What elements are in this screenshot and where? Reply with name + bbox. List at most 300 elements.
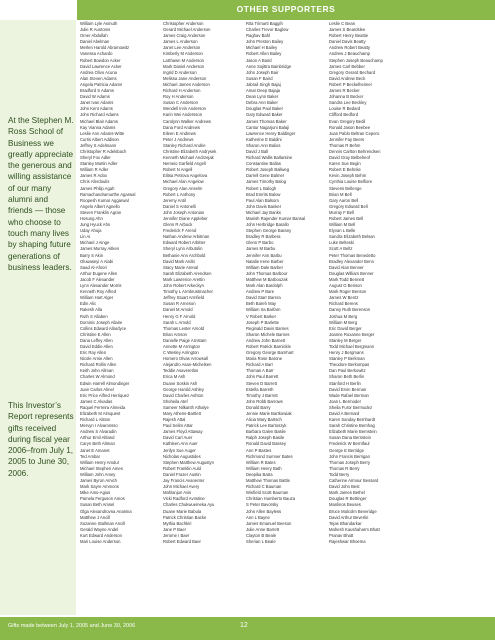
donor-name: Robert L Balogh — [246, 185, 277, 191]
donor-name: Sharon Ann Balios — [246, 142, 281, 148]
donor-name: Alan Steven Adams — [80, 75, 117, 81]
donor-name: Dana Ford Andrews — [163, 124, 201, 130]
donor-name: Beth Bareh May — [246, 301, 277, 307]
donor-name: Bruce Malcolm Beveridge — [329, 508, 377, 514]
donor-name: Vicki Radford Avnstine — [163, 496, 205, 502]
donor-name: Daniel Abelman — [80, 39, 110, 45]
donor-name: Caryn Beth Altman — [80, 441, 115, 447]
donor-name: William R Bates — [246, 459, 276, 465]
donor-name: Mark Roger Benson — [329, 289, 367, 295]
donor-name: Kay Vianna Adams — [80, 124, 116, 130]
donor-name: Manlinos Beuses — [329, 502, 361, 508]
donor-name: Elitsa Petrova Angelova — [163, 173, 208, 179]
donor-name: Michael Stephen Ames — [80, 465, 123, 471]
donor-name: Todd Berry — [329, 471, 350, 477]
donor-name: Andrew John Barnett — [246, 337, 286, 343]
donor-name: Leslie C Bean — [329, 21, 356, 26]
donor-name: Mahesh Kaushaharm Bhatt — [329, 526, 380, 532]
donor-name: Jay Francis Avanenter — [163, 478, 205, 484]
donor-name: Robert N Angell — [163, 167, 193, 173]
donor-name: Joseph P Barlette — [246, 319, 279, 325]
donor-name: Melissa Jane Anderson — [163, 75, 207, 81]
donor-name: Leslie Ann Adams-Witte — [80, 130, 125, 136]
donor-name: S Peter Bavorsky — [246, 502, 279, 508]
donor-name: Joshua M Berg — [329, 313, 358, 319]
donor-name: Michael Blair Adams — [80, 118, 118, 124]
donor-name: Andrew Robert Beatty — [329, 45, 370, 51]
donor-name: Andrew P Bare — [246, 289, 275, 295]
donor-name: Roy H Anderson — [163, 94, 194, 100]
donor-name: Mark Alan Bardolph — [246, 283, 283, 289]
donor-name: Mythia Bachkiri — [163, 520, 192, 526]
donor-name: David Arthur Beverlin — [329, 514, 369, 520]
donor-name: Sandra Elizabeth Belsan — [329, 234, 375, 240]
donor-name: Ronald David Bassey — [246, 441, 287, 447]
donor-name: Stacy Marie Arenal — [163, 264, 199, 270]
donor-name: John Allen Bayless — [246, 508, 282, 514]
donor-name: Edin Alic — [80, 301, 97, 307]
donor-name: Jason A Baird — [246, 57, 272, 63]
donor-name: Cantur Nagarjuni Balaji — [246, 124, 290, 130]
donor-name: Winfield Scott Bauman — [246, 490, 289, 496]
donor-name: Sharon Michele Barnes — [246, 331, 290, 337]
donor-name: Jerome I Baer — [163, 532, 190, 538]
donor-name: Elizabeth M Almquest — [80, 411, 121, 416]
donor-name: Christopher Anderson — [163, 21, 204, 26]
donor-name: Thomas Lester Arnold — [163, 325, 204, 331]
donor-name: Donald Barry — [246, 404, 271, 410]
donor-name: Thomas A Barr — [246, 368, 274, 374]
donor-name: Matthew M Barbouzak — [246, 276, 288, 282]
donor-name: Cynthia Louise Belfiore — [329, 179, 373, 185]
donor-name: John Francis Berrigan — [329, 453, 370, 459]
donor-name: Robert Henry Beattie — [329, 33, 369, 39]
donor-name: David Lawrence Acker — [80, 63, 122, 69]
donor-name: Nathan Andrew Arbitman — [163, 234, 210, 240]
section-header — [77, 0, 495, 20]
donor-name: Manish Rajender Kumar Bansal — [246, 216, 306, 221]
donor-name: Barbara Galen Basile — [246, 429, 286, 435]
donor-name: Jennifer Fay Beers — [329, 136, 365, 142]
donor-name: Michael Alan Angelow — [163, 179, 204, 185]
donor-name: James Murray Aitken — [80, 246, 120, 252]
donor-name: Mahlanjun Avis — [163, 490, 192, 496]
donor-name: Darrell Gene Balmer — [246, 173, 285, 179]
donor-name: Angelo Albert Agnello — [80, 203, 120, 209]
sidebar-note-text: This Investor’s Report represents gifts received during fiscal year 2006–from July 1, 2005 to June 30, 2006. — [8, 401, 74, 478]
donor-name: Andrea Olivo Acuna — [80, 69, 118, 75]
donor-name: William Dale Barber — [246, 264, 283, 270]
donor-name: Christine E Allen — [80, 331, 111, 337]
donor-name: Maria Rose Barone — [246, 356, 283, 362]
donor-name: Kenneth Roy Alfred — [80, 289, 117, 295]
donor-name: Olga Alexandrovna Ananina — [80, 508, 132, 514]
donor-name: James Emanuel Beeson — [246, 520, 292, 526]
donor-column — [163, 21, 246, 601]
donor-name: James C Alvadas — [80, 398, 113, 404]
donor-name: Kurt Edward Anderson — [80, 532, 122, 538]
donor-name: Mark James Bethel — [329, 490, 365, 496]
donor-name: James Timothy Balog — [246, 179, 287, 185]
donor-name: Robert Patrick Barnickle — [246, 343, 291, 349]
donor-name: Gerard Michael Anderson — [163, 27, 211, 33]
donor-name: Constantine Ballas — [246, 161, 281, 167]
donor-name: Angela Patricia Adams — [80, 81, 123, 87]
donor-name: Alejandro Asan-Michelsen — [163, 362, 212, 368]
donor-name: William M Berg — [329, 319, 358, 325]
donor-name: Duane Marie Babula — [163, 508, 202, 514]
donor-name: Catherine Armour Bessard — [329, 478, 379, 484]
donor-name: Steven D Barrett — [246, 380, 277, 386]
donor-column — [80, 21, 163, 601]
donor-name: James Floyd Attaway — [163, 429, 203, 435]
donor-name: James L Anderson — [163, 39, 198, 45]
donor-name: Steven Franklin Agran — [80, 209, 122, 215]
donor-name: Andrew J Beauchamp — [329, 51, 370, 57]
donor-name: Robert Allen Bailey — [246, 51, 282, 57]
donor-name: Collins Edward Allardyce — [80, 325, 127, 331]
donor-name: Katherine E Baldini — [246, 136, 282, 142]
donor-name: Lin Ai — [80, 234, 91, 240]
donor-name: Elizabeth Marie Bernstein — [329, 429, 377, 435]
donor-name: Frederick W Berntfaul — [329, 441, 370, 447]
donor-name: John Robb Barrows — [246, 398, 283, 404]
donor-name: Reginald Davis Barnes — [246, 325, 289, 331]
donor-name: Stanley P Berkman — [329, 356, 365, 362]
donor-name: Clifford Bedford — [329, 112, 359, 118]
donor-name: John Richard Adams — [80, 112, 119, 118]
donor-name: Karin Wei Andersson — [163, 112, 203, 118]
donor-name: Christopher R Adelsbach — [80, 148, 127, 154]
donor-name: David Starr Barera — [246, 295, 281, 301]
donor-name: Robert Edward Baer — [163, 538, 201, 544]
donor-name: Duane Soskin Ash — [163, 380, 198, 386]
donor-name: Richard H Anderson — [163, 88, 201, 94]
donor-name: Jane P Baer — [163, 526, 186, 532]
donor-name: Michael J Ainge — [80, 240, 110, 246]
donor-name: Pamela Ferguson Amos — [80, 496, 125, 502]
donor-name: Ted Ambar — [80, 453, 101, 459]
donor-name: Luke Belteski — [329, 240, 354, 246]
donor-name: George Harold Ashley — [163, 386, 204, 392]
donor-name: James Philip Agah — [80, 185, 115, 191]
donor-name: Rajesh Attal — [163, 417, 186, 423]
donor-name: George E Berridge — [329, 447, 364, 453]
donor-name: Juan Pablo Beltran Cepero — [329, 130, 380, 136]
donor-name: Brian Arnson — [163, 331, 187, 337]
donor-name: Keith John Allman — [80, 368, 114, 374]
donor-name: Timothy L Armbrustmacher — [163, 289, 213, 295]
donor-name: Richard A Barr — [246, 362, 273, 368]
donor-name: Ronald Jason Beebee — [329, 124, 371, 130]
donor-name: Stephen Joseph Beauchamp — [329, 57, 383, 63]
donor-name: Jacob F Alexander — [80, 276, 115, 282]
donor-name: Robert Joseph Ballweg — [246, 167, 290, 173]
donor-name: Dan Paul Berkowitz — [329, 368, 366, 374]
donor-name: Daniel S Antonelli — [163, 203, 196, 209]
donor-name: Jeffrey S Adelmann — [80, 142, 117, 148]
donor-name: Susan C Anderson — [163, 100, 198, 106]
donor-name: Jennie Marie Bartkowiak — [246, 411, 292, 416]
donor-name: Mark Daniel Anderson — [163, 63, 205, 69]
donor-name: Annette M Arrington — [163, 343, 201, 349]
donor-name: Erica M Ash — [163, 374, 186, 380]
donor-name: Evan Gregory Bedil — [329, 118, 366, 124]
donor-name: John Davis Banker — [246, 203, 282, 209]
donor-name: Gary Aaron Bell — [329, 197, 359, 203]
donor-name: Henry J Bergmans — [329, 350, 364, 356]
donor-name: James R Adox — [80, 173, 107, 179]
donor-name: William Henry Bath — [246, 465, 282, 471]
donor-column — [246, 21, 329, 601]
footer-gift-period: Gifts made between July 1, 2005 and June 30, 2006 — [8, 623, 136, 629]
donor-name: Charles Chukwuemeka Ayu — [163, 502, 215, 508]
donor-name: Ingrid D Anderson — [163, 69, 197, 75]
donor-name: Jeremy Antil — [163, 197, 186, 203]
donor-name: Pranav Bhatt — [329, 532, 354, 538]
donor-name: Christine Elizabeth Andrysek — [163, 148, 217, 154]
donor-name: James S Beardslee — [329, 27, 366, 33]
donor-name: Elyvan L Belle — [329, 228, 356, 234]
donor-name: Robert P Beckelheimer — [329, 81, 372, 87]
donor-name: John Paul Barrett — [246, 374, 279, 380]
donor-name: Sheila Furor Bermudez — [329, 404, 373, 410]
donor-name: Ann P Bastes — [246, 447, 272, 453]
donor-name: David Charles Ashton — [163, 392, 204, 398]
donor-name: Richard Berens — [329, 301, 358, 307]
donor-name: Curtis Albert Addison — [80, 136, 119, 142]
donor-name: Charles Trevor Baglow — [246, 27, 289, 33]
donor-name: David Eddie Allen — [80, 343, 113, 349]
donor-name: Eric Ray Allen — [80, 350, 107, 356]
donor-name: Gary Edward Baker — [246, 112, 283, 118]
donor-name: Uday Ahuja — [80, 228, 102, 234]
donor-name: Kenneth Michael Andrzejak — [163, 155, 214, 161]
donor-name: John Preston Bailey — [246, 39, 284, 45]
donor-name: David Ervin Berman — [329, 386, 367, 392]
donor-name: Eric Price Alfred Herriquez — [80, 392, 130, 398]
donor-name: V Robert Barker — [246, 313, 277, 319]
donor-name: Paul Selim Attar — [163, 423, 193, 429]
donor-name: Rita Trimarti Baggih — [246, 21, 283, 26]
donor-name: John Joseph Antonian — [163, 209, 205, 215]
donor-name: Bethanie Ann Archbold — [163, 252, 206, 258]
page-footer — [0, 617, 495, 640]
donor-name: Eileen E Andrews — [163, 130, 196, 136]
donor-name: Gregory Gerard Bechard — [329, 69, 376, 75]
donor-name: Janet Lee Anderson — [163, 45, 201, 51]
donor-name: Wade Rafael Berman — [329, 392, 369, 398]
donor-name: Debra Ann Baker — [246, 100, 278, 106]
donor-name: Homero Olvas Arrowsall — [163, 356, 208, 362]
donor-name: Brian M Bell — [329, 191, 352, 197]
donor-name: Janet E Amanet — [80, 447, 110, 453]
donor-name: Richard C Bauman — [246, 484, 282, 490]
section-title: OTHER SUPPORTERS — [236, 4, 336, 14]
donor-name: David John Best — [329, 484, 360, 490]
donor-name: Daniel Frazer Austin — [163, 471, 201, 477]
page-number: 12 — [240, 622, 248, 629]
donor-name: Robert James Bell — [329, 216, 364, 221]
donor-name: Stanford H Berlin — [329, 380, 361, 386]
donor-name: Joan L Bermoder — [329, 398, 361, 404]
donor-name: Patrick Lee Bartoszyk — [246, 423, 287, 429]
donor-name: Sheryl Lynn Arbutolin — [163, 246, 203, 252]
donor-name: Daniel Davis Beatty — [329, 39, 366, 45]
donor-name: Nemeio Garfield Angell — [163, 161, 206, 167]
donor-name: Vanessa Achardo — [80, 51, 113, 57]
donor-name: William Lyle Asmuth — [80, 21, 118, 26]
donor-name: Bradford S Adams — [80, 88, 114, 94]
donor-name: James M Barbu — [246, 246, 276, 252]
donor-name: Michael James Anderson — [163, 81, 210, 87]
donor-name: Robert Bowdon Acker — [80, 57, 121, 63]
donor-name: Timothy J Barrett — [246, 392, 278, 398]
donor-name: Richmond Sumner Bates — [246, 453, 293, 459]
donor-name: Daniel M Arnold — [163, 307, 193, 313]
donor-name: Douglas Paul Baker — [246, 106, 284, 112]
donor-name: Joanne Roxanne Berger — [329, 331, 375, 337]
donor-name: John Joseph Bair — [246, 69, 279, 75]
donor-name: James R Becker — [329, 88, 360, 94]
donor-name: Jennifer Diane Appleber — [163, 216, 208, 221]
donor-name: Arthur Eugene Allen — [80, 270, 118, 276]
donor-name: David Carl Auer — [163, 435, 193, 441]
donor-name: LaShawn M Anderson — [163, 57, 204, 63]
donor-name: Stephen Matthew Augustyn — [163, 459, 214, 465]
donor-name: Mark Lawrence Arettin — [163, 276, 205, 282]
donor-name: Robert E Behnke — [329, 167, 361, 173]
donor-name: Mary Athens-Bartlett — [163, 411, 201, 416]
donor-name: Julie R Auntoms — [80, 27, 111, 33]
donor-name: Matthew Thomas Battle — [246, 478, 290, 484]
donor-name: Louise R Bedard — [329, 106, 361, 112]
donor-name: Douglas William Benner — [329, 270, 374, 276]
donor-name: Kevin Joseph Behm — [329, 173, 367, 179]
donor-name: Mark Sayre Ammons — [80, 484, 119, 490]
donor-name: Richard Wallis Ballantine — [246, 155, 293, 161]
donor-name: James Byron Amich — [80, 478, 118, 484]
donor-name: John Michael Avery — [163, 484, 200, 490]
donor-name: Glenn P Barbo — [246, 240, 274, 246]
donor-name: Susan Dana Bernstein — [329, 435, 371, 441]
donor-name: Theodore Berkompas — [329, 362, 370, 368]
donor-name: Sameer Nilkanth Athalye — [163, 404, 209, 410]
donor-name: Deepika Batra — [246, 471, 273, 477]
donor-name: James W Bentz — [329, 295, 359, 301]
donor-name: David W Adams — [80, 94, 110, 100]
donor-name: Peter Thomas Benedetto — [329, 252, 376, 258]
donor-name: John Robert Arkeckyn — [163, 283, 204, 289]
donor-name: Raghav Bahl — [246, 33, 270, 39]
donor-name: Kathleen Ann Auer — [163, 441, 198, 447]
donor-name: Juan Carlos Almel — [80, 386, 114, 392]
donor-name: David Gray Belbeheof — [329, 155, 370, 161]
donor-name: Thomas R Berry — [329, 465, 360, 471]
donor-name: John Herbridge Barallo — [246, 222, 289, 228]
donor-name: Teddie Asaveretlos — [163, 368, 199, 374]
donor-name: Edwin Harrell Almondinger — [80, 380, 130, 386]
donor-name: Hosung Ahn — [80, 216, 103, 221]
donor-name: John Kent Adams — [80, 106, 113, 112]
donor-name: Merlen Harold Abramowitz — [80, 45, 130, 51]
donor-name: Richard L Alston — [80, 417, 111, 423]
donor-name: Dean Lynn Baker — [246, 94, 279, 100]
donor-name: Natalie Irene Barber — [246, 258, 284, 264]
donor-name: C Wesley Arrington — [163, 350, 199, 356]
donor-name: Murray F Bell — [329, 209, 354, 215]
donor-name: Johanna B Becker — [329, 94, 364, 100]
donor-name: Susan Beth Amsel — [80, 502, 115, 508]
donor-name: Clayton B Beale — [246, 532, 277, 538]
donor-name: Danny Ruth Berenson — [329, 307, 371, 313]
donor-name: Stephen George Barany — [246, 228, 292, 234]
donor-name: Paul Alan Balsom — [246, 197, 279, 203]
donor-name: Richard Rollin Allen — [80, 362, 117, 368]
donor-name: Bradley R Barbera — [246, 234, 281, 240]
donor-name: Suzanne Stallman Ancill — [80, 520, 125, 526]
donor-name: Michael Jay Banks — [246, 209, 281, 215]
donor-name: Ramachandramurthe Agarwal — [80, 191, 136, 197]
donor-name: Thomas R Behm — [329, 142, 361, 148]
sidebar-lead-text: At the Stephen M. Ross School of Business we greatly appreciate the generous and willing assistance of our many alumni and friends — those who choose to touch many lives by shaping future generations of business leaders. — [8, 116, 74, 272]
donor-name: Julie Anne Barrett — [246, 526, 280, 532]
sidebar-panel — [0, 20, 76, 615]
donor-name: William M Bell — [329, 222, 356, 228]
donor-name: James Carl Bebber — [329, 63, 365, 69]
donor-name: Sharon Beth Berlin — [329, 374, 365, 380]
donor-name: Arthur Emil Altland — [80, 435, 115, 441]
donor-name: William Hart Alger — [80, 295, 114, 301]
donor-name: Lawrence Henry Baldinger — [246, 130, 296, 136]
donor-name: James Craig Anderson — [163, 33, 206, 39]
donor-name: Sherian L Beale — [246, 538, 276, 544]
donor-name: Omer Abdullah — [80, 33, 108, 39]
donor-name: William Henry Amdur — [80, 459, 120, 465]
donor-name: Glenn R Arbuck — [163, 222, 193, 228]
donor-name: Barry S Akin — [80, 252, 104, 258]
donor-name: Jabrail Singh Bajaj — [246, 81, 281, 87]
donor-name: Mari Louise Anderson — [80, 538, 121, 544]
donor-name: Sarah Elizabeth Arendsen — [163, 270, 212, 276]
donor-name: Gerald Wayne Andel — [80, 526, 119, 532]
donor-name: Brad Emrits Balow — [246, 191, 281, 197]
donor-name: Gregory George Barnhart — [246, 350, 294, 356]
donor-name: Stanley Richard Andrie — [163, 142, 206, 148]
donor-name: Wendell Irvin Anderson — [163, 106, 206, 112]
donor-name: David A Bernard — [329, 411, 360, 416]
donor-name: Susan R Arneson — [163, 301, 196, 307]
donor-name: Amar Deep Bajaja — [246, 88, 280, 94]
donor-name: Sheryl Fox Adler — [80, 155, 111, 161]
donor-name: Nicholas Augustides — [163, 453, 201, 459]
donor-name: Michael H Bailey — [246, 45, 278, 51]
donor-name: Tejas Bhandarkar — [329, 520, 362, 526]
donor-name: Rakesh Alla — [80, 307, 103, 313]
donor-name: Rajeshwar Bhoema — [329, 538, 366, 544]
donor-name: Raquel Ferreira Almeida — [80, 404, 126, 410]
donor-name: Kimberly M Anderson — [163, 51, 203, 57]
donor-name: Bradley Alexander Benn — [329, 258, 374, 264]
donor-name: Robert L Anthony — [163, 191, 196, 197]
donor-name: Jerilyn Sue Auger — [163, 447, 196, 453]
donor-name: Charles W Almond — [80, 374, 115, 380]
donor-name: Sarah L Arnold — [163, 319, 191, 325]
donor-name: Saad Al-Afoori — [80, 264, 107, 270]
donor-name: Ann L Bayne — [246, 514, 270, 520]
donor-name: David Mark Arditi — [163, 258, 195, 264]
donor-name: Shoheila Atef — [163, 398, 188, 404]
